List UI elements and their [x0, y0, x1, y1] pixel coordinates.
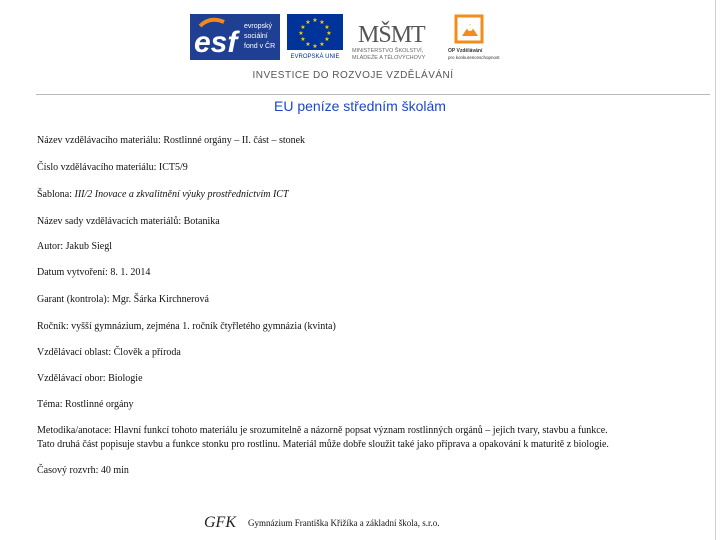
sablona-label: Šablona: — [37, 189, 75, 200]
eu-caption: EVROPSKÁ UNIE — [290, 54, 340, 60]
investice-banner: INVESTICE DO ROZVOJE VZDĚLÁVÁNÍ — [252, 70, 454, 81]
esf-line3: fond v ČR — [244, 43, 276, 50]
svg-text:★: ★ — [298, 30, 304, 37]
msmt-logo — [352, 12, 434, 62]
field-sablona — [37, 189, 289, 200]
field-tema: Téma: Rostlinné orgány — [37, 399, 134, 410]
field-obor: Vzdělávací obor: Biologie — [37, 373, 143, 384]
school-name: Gymnázium Františka Křižíka a základní škola, s.r.o. — [248, 518, 440, 528]
page-title: EU peníze středním školám — [274, 98, 446, 114]
esf-mark: esf — [194, 26, 238, 59]
svg-text:★: ★ — [300, 36, 306, 43]
svg-text:★: ★ — [324, 36, 330, 43]
svg-text:★: ★ — [319, 41, 325, 48]
svg-text:★: ★ — [319, 19, 325, 26]
field-cislo: Číslo vzdělávacího materiálu: ICT5/9 — [37, 162, 188, 173]
page-edge — [715, 0, 716, 540]
field-metodika — [37, 424, 677, 452]
svg-text:★: ★ — [305, 19, 311, 26]
msmt-mark: MŠMT — [358, 22, 425, 48]
msmt-line1: MINISTERSTVO ŠKOLSTVÍ, — [352, 48, 424, 54]
field-autor: Autor: Jakub Siegl — [37, 241, 112, 252]
field-sada: Název sady vzdělávacích materiálů: Botanika — [37, 216, 220, 227]
svg-text:★: ★ — [324, 24, 330, 31]
msmt-line2: MLÁDEŽE A TĚLOVÝCHOVY — [352, 55, 426, 61]
partner-logos — [190, 12, 500, 62]
op-line1: OP Vzdělávání — [448, 48, 483, 54]
svg-text:★: ★ — [312, 43, 318, 50]
eu-flag-logo — [287, 14, 343, 60]
field-rozvrh: Časový rozvrh: 40 min — [37, 465, 129, 476]
sablona-value: III/2 Inovace a zkvalitnění výuky prostřednictvím ICT — [74, 189, 289, 200]
svg-text:★: ★ — [305, 41, 311, 48]
svg-text:★: ★ — [300, 24, 306, 31]
header-divider — [36, 94, 710, 95]
svg-text:★: ★ — [326, 30, 332, 37]
op-line2: pro konkurenceschopnost — [448, 55, 500, 60]
esf-line2: sociální — [244, 33, 268, 40]
metodika-line2: Tato druhá část popisuje stavbu a funkce stonku pro rostlinu. Materiál může dobře sloužit také jako příprava a opakování k maturitě z biologie. — [37, 439, 609, 450]
svg-text:★: ★ — [312, 17, 318, 24]
field-nazev: Název vzdělávacího materiálu: Rostlinné orgány – II. část – stonek — [37, 135, 306, 146]
field-garant: Garant (kontrola): Mgr. Šárka Kirchnerová — [37, 294, 209, 305]
op-vk-logo — [448, 14, 504, 62]
esf-logo — [190, 14, 280, 60]
school-logo: GFK — [204, 514, 236, 531]
field-oblast: Vzdělávací oblast: Člověk a příroda — [37, 347, 181, 358]
field-rocnik: Ročník: vyšší gymnázium, zejména 1. ročník čtyřletého gymnázia (kvinta) — [37, 321, 336, 332]
esf-line1: evropský — [244, 23, 273, 30]
field-datum: Datum vytvoření: 8. 1. 2014 — [37, 267, 151, 278]
footer — [204, 514, 484, 536]
metodika-line1: Metodika/anotace: Hlavní funkcí tohoto materiálu je srozumitelně a názorně popsat význam rostlinných orgánů – jejich tvary, stavbu a funkce. — [37, 425, 608, 436]
